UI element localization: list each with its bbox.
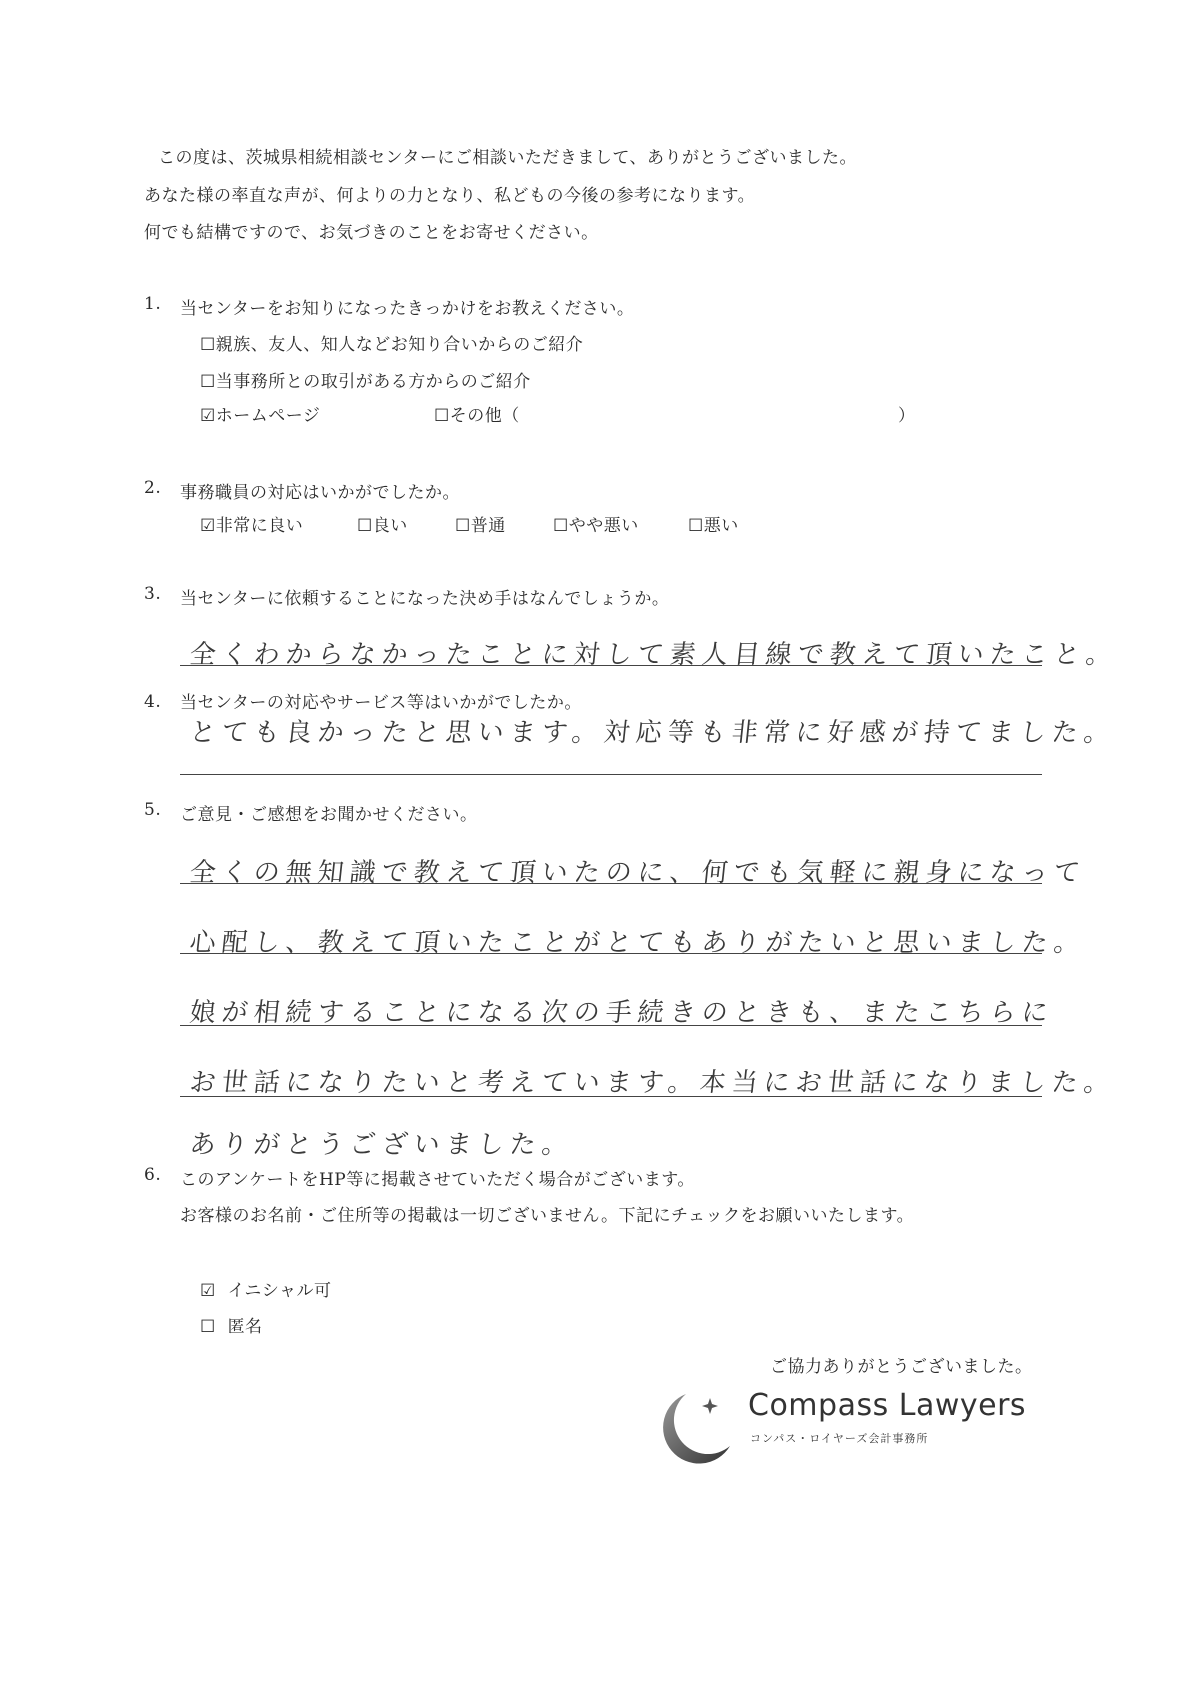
answer-line	[180, 665, 1042, 666]
q1-option-homepage[interactable]	[200, 401, 320, 426]
q1-option-label: 親族、友人、知人などお知り合いからのご紹介	[215, 335, 584, 355]
q6-number: 6.	[144, 1165, 162, 1185]
q2-option-label: 非常に良い	[215, 516, 304, 536]
q1-number: 1.	[144, 294, 162, 314]
q1-option-referral-client[interactable]	[200, 367, 531, 392]
q1-option-label: ホームページ	[215, 406, 321, 426]
answer-line	[180, 774, 1042, 775]
q6-option-label: イニシャル可	[227, 1281, 332, 1301]
intro-line-1: この度は、茨城県相続相談センターにご相談いただきまして、ありがとうございました。	[158, 148, 857, 168]
logo-name-en: Compass Lawyers	[748, 1388, 1027, 1423]
q3-question: 当センターに依頼することになった決め手はなんでしょうか。	[180, 589, 670, 609]
q2-option-label: 良い	[372, 516, 408, 536]
compass-moon-logo-icon	[648, 1384, 738, 1474]
intro-line-3: 何でも結構ですので、お気づきのことをお寄せください。	[144, 223, 599, 243]
checkbox-unchecked[interactable]: ☐	[455, 516, 471, 536]
q5-handwritten-line-2: 心配し、教えて頂いたことがとてもありがたいと思いました。	[188, 928, 1088, 958]
checkbox-checked[interactable]: ☑	[200, 516, 216, 536]
checkbox-unchecked[interactable]: ☐	[200, 372, 216, 392]
answer-line	[180, 953, 1042, 954]
q1-option-referral-acquaintance[interactable]	[200, 330, 583, 355]
q2-option-label: 悪い	[703, 516, 739, 536]
q2-option-label: 普通	[470, 516, 506, 536]
q2-option-good[interactable]	[357, 511, 408, 536]
q6-subtext: お客様のお名前・ご住所等の掲載は一切ございません。下記にチェックをお願いいたします。	[180, 1206, 915, 1226]
q1-option-other[interactable]	[434, 401, 520, 426]
q1-option-label: その他（	[449, 406, 520, 426]
q2-option-bad[interactable]	[688, 511, 739, 536]
q6-option-initials-ok[interactable]	[200, 1276, 332, 1301]
logo-name-jp: コンパス・ロイヤーズ会計事務所	[750, 1432, 929, 1445]
q4-question: 当センターの対応やサービス等はいかがでしたか。	[180, 693, 582, 713]
answer-line	[180, 1096, 1042, 1097]
q3-handwritten-answer: 全くわからなかったことに対して素人目線で教えて頂いたこと。	[188, 640, 1120, 670]
checkbox-unchecked[interactable]: ☐	[688, 516, 704, 536]
q2-option-average[interactable]	[455, 511, 506, 536]
checkbox-unchecked[interactable]: ☐	[434, 406, 450, 426]
q2-option-label: やや悪い	[568, 516, 639, 536]
q4-number: 4.	[144, 692, 162, 712]
q1-option-label: 当事務所との取引がある方からのご紹介	[215, 372, 531, 392]
checkbox-unchecked[interactable]: ☐	[200, 1317, 216, 1337]
q5-handwritten-line-1: 全くの無知識で教えて頂いたのに、何でも気軽に親身になって	[188, 858, 1088, 888]
checkbox-unchecked[interactable]: ☐	[200, 335, 216, 355]
q3-number: 3.	[144, 584, 162, 604]
closing-thanks: ご協力ありがとうございました。	[770, 1357, 1033, 1377]
q5-handwritten-line-4: お世話になりたいと考えています。本当にお世話になりました。	[188, 1068, 1118, 1098]
intro-line-2: あなた様の率直な声が、何よりの力となり、私どもの今後の参考になります。	[144, 186, 756, 206]
q5-handwritten-line-5: ありがとうございました。	[188, 1130, 576, 1160]
q1-other-close-paren: ）	[898, 406, 916, 426]
q6-option-anonymous[interactable]	[200, 1312, 263, 1337]
answer-line	[180, 883, 1042, 884]
q6-option-label: 匿名	[227, 1317, 263, 1337]
answer-line	[180, 1025, 1042, 1026]
q5-question: ご意見・ご感想をお聞かせください。	[180, 805, 478, 825]
q2-option-somewhat-bad[interactable]	[553, 511, 639, 536]
q5-number: 5.	[144, 800, 162, 820]
checkbox-unchecked[interactable]: ☐	[553, 516, 569, 536]
q2-question: 事務職員の対応はいかがでしたか。	[180, 483, 460, 503]
q2-option-very-good[interactable]	[200, 511, 303, 536]
q5-handwritten-line-3: 娘が相続することになる次の手続きのときも、またこちらに	[188, 998, 1056, 1028]
q1-question: 当センターをお知りになったきっかけをお教えください。	[180, 299, 635, 319]
checkbox-checked[interactable]: ☑	[200, 406, 216, 426]
q4-handwritten-answer: とても良かったと思います。対応等も非常に好感が持てました。	[188, 718, 1118, 748]
checkbox-checked[interactable]: ☑	[200, 1281, 216, 1301]
q6-question: このアンケートをHP等に掲載させていただく場合がございます。	[180, 1170, 695, 1190]
checkbox-unchecked[interactable]: ☐	[357, 516, 373, 536]
q2-number: 2.	[144, 478, 162, 498]
